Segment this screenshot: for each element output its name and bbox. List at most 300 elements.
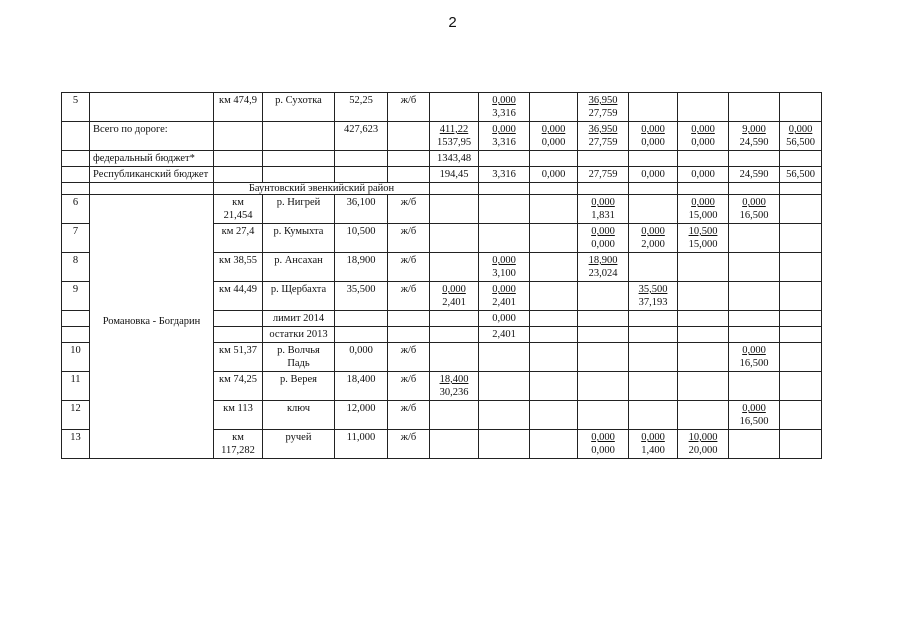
object-name: р. Верея xyxy=(263,372,335,401)
cell-c6 xyxy=(678,343,729,372)
value-planned xyxy=(632,373,674,386)
value-planned xyxy=(581,312,625,325)
cell-c8 xyxy=(780,430,822,459)
bridge-funding-table xyxy=(61,92,822,459)
object-name: р. Нигрей xyxy=(263,195,335,224)
value-actual: 16,500 xyxy=(739,358,769,369)
value-actual xyxy=(681,296,725,309)
cell-c1 xyxy=(430,93,479,122)
cell-c7 xyxy=(729,122,780,151)
cell-c6 xyxy=(678,401,729,430)
object-name: ручей xyxy=(263,430,335,459)
object-name: р. Ансахан xyxy=(263,253,335,282)
cell-c5 xyxy=(629,224,678,253)
row-number: 9 xyxy=(62,282,90,311)
value-actual xyxy=(632,386,674,399)
cell-c3 xyxy=(530,253,578,282)
cell-c5 xyxy=(629,282,678,311)
cell-c8 xyxy=(780,372,822,401)
value-planned: 0,000 xyxy=(591,432,615,443)
value-planned xyxy=(433,225,475,238)
value-planned xyxy=(433,344,475,357)
value-actual xyxy=(632,267,674,280)
value-planned xyxy=(783,152,818,165)
cell-c2 xyxy=(479,311,530,327)
table-row xyxy=(62,195,822,224)
km-marker xyxy=(214,122,263,151)
value-actual xyxy=(581,386,625,399)
blank-cell xyxy=(678,183,729,195)
value-actual: 1,400 xyxy=(641,445,665,456)
table-row xyxy=(62,167,822,183)
value-planned xyxy=(533,312,574,325)
value-planned xyxy=(433,402,475,415)
value-planned xyxy=(632,94,674,107)
value-planned: 56,500 xyxy=(786,169,815,180)
cell-c6 xyxy=(678,93,729,122)
cell-c6 xyxy=(678,151,729,167)
blank-cell xyxy=(629,183,678,195)
value-planned xyxy=(581,152,625,165)
bridge-type xyxy=(388,327,430,343)
value-planned: 24,590 xyxy=(739,169,769,180)
cell-c5 xyxy=(629,253,678,282)
cell-c2 xyxy=(479,93,530,122)
cell-c6 xyxy=(678,430,729,459)
value-planned xyxy=(783,283,818,296)
km-marker xyxy=(214,167,263,183)
value-planned: 0,000 xyxy=(541,169,566,180)
value-planned xyxy=(482,152,526,165)
value-planned: 10,500 xyxy=(688,226,718,237)
value-planned xyxy=(681,344,725,357)
cell-c6 xyxy=(678,167,729,183)
km-marker: км 27,4 xyxy=(214,224,263,253)
blank-cell xyxy=(530,183,578,195)
value-planned xyxy=(681,94,725,107)
cell-c3 xyxy=(530,224,578,253)
value-planned: 35,500 xyxy=(638,284,668,295)
row-number: 6 xyxy=(62,195,90,224)
bridge-length: 427,623 xyxy=(335,122,388,151)
row-number xyxy=(62,151,90,167)
cell-c1 xyxy=(430,282,479,311)
value-actual xyxy=(681,386,725,399)
cell-c4 xyxy=(578,282,629,311)
value-actual: 0,000 xyxy=(591,239,615,250)
value-planned: 411,22 xyxy=(439,124,469,135)
bridge-length xyxy=(335,327,388,343)
value-planned xyxy=(681,254,725,267)
km-marker: км 21,454 xyxy=(214,195,263,224)
km-marker xyxy=(214,327,263,343)
value-planned xyxy=(581,328,625,341)
value-actual xyxy=(433,357,475,370)
cell-c8 xyxy=(780,343,822,372)
value-planned xyxy=(533,196,574,209)
cell-c8 xyxy=(780,195,822,224)
cell-c3 xyxy=(530,282,578,311)
table-row xyxy=(62,122,822,151)
value-planned xyxy=(632,312,674,325)
cell-c7 xyxy=(729,253,780,282)
cell-c8 xyxy=(780,93,822,122)
value-planned: 2,401 xyxy=(492,329,516,340)
bridge-type: ж/б xyxy=(388,93,430,122)
blank-cell xyxy=(479,183,530,195)
bridge-type: ж/б xyxy=(388,372,430,401)
value-actual xyxy=(533,107,574,120)
cell-c7 xyxy=(729,167,780,183)
cell-c7 xyxy=(729,372,780,401)
bridge-length: 10,500 xyxy=(335,224,388,253)
cell-c1 xyxy=(430,401,479,430)
value-planned xyxy=(783,328,818,341)
value-actual xyxy=(681,107,725,120)
cell-c7 xyxy=(729,430,780,459)
value-actual: 15,000 xyxy=(688,239,718,250)
value-planned xyxy=(783,312,818,325)
cell-c1 xyxy=(430,195,479,224)
value-actual xyxy=(632,209,674,222)
value-actual xyxy=(482,209,526,222)
cell-c7 xyxy=(729,224,780,253)
cell-c2 xyxy=(479,343,530,372)
value-actual: 1,831 xyxy=(591,210,615,221)
cell-c5 xyxy=(629,430,678,459)
value-planned xyxy=(433,196,475,209)
cell-c4 xyxy=(578,401,629,430)
row-number xyxy=(62,167,90,183)
cell-c2 xyxy=(479,282,530,311)
blank-cell xyxy=(430,183,479,195)
cell-c8 xyxy=(780,122,822,151)
value-planned: 0,000 xyxy=(442,284,466,295)
bridge-type xyxy=(388,151,430,167)
value-planned xyxy=(783,225,818,238)
cell-c3 xyxy=(530,401,578,430)
value-actual xyxy=(632,107,674,120)
value-actual: 3,316 xyxy=(492,137,516,148)
cell-c7 xyxy=(729,151,780,167)
value-planned xyxy=(533,344,574,357)
row-number xyxy=(62,327,90,343)
cell-c3 xyxy=(530,430,578,459)
table-row xyxy=(62,151,822,167)
value-actual: 16,500 xyxy=(739,210,769,221)
km-marker: км 117,282 xyxy=(214,430,263,459)
value-actual: 23,024 xyxy=(588,268,618,279)
cell-c4 xyxy=(578,122,629,151)
row-number: 12 xyxy=(62,401,90,430)
cell-c8 xyxy=(780,401,822,430)
row-number: 5 xyxy=(62,93,90,122)
cell-c5 xyxy=(629,167,678,183)
value-actual xyxy=(783,209,818,222)
value-planned: 0,000 xyxy=(591,226,615,237)
value-planned xyxy=(783,431,818,444)
value-planned xyxy=(732,328,776,341)
blank-cell xyxy=(780,183,822,195)
value-planned xyxy=(681,373,725,386)
km-marker: км 51,37 xyxy=(214,343,263,372)
value-actual xyxy=(433,415,475,428)
blank-cell xyxy=(729,183,780,195)
value-actual xyxy=(632,415,674,428)
row-number: 11 xyxy=(62,372,90,401)
cell-c4 xyxy=(578,343,629,372)
value-actual: 20,000 xyxy=(688,445,718,456)
value-planned xyxy=(681,312,725,325)
cell-c6 xyxy=(678,372,729,401)
value-actual xyxy=(482,238,526,251)
value-actual xyxy=(632,357,674,370)
cell-c3 xyxy=(530,122,578,151)
cell-c8 xyxy=(780,311,822,327)
value-planned: 0,000 xyxy=(641,124,665,135)
cell-c1 xyxy=(430,167,479,183)
value-actual: 2,401 xyxy=(442,297,466,308)
road-name: Всего по дороге: xyxy=(90,122,214,151)
cell-c6 xyxy=(678,224,729,253)
value-planned xyxy=(732,225,776,238)
cell-c5 xyxy=(629,311,678,327)
value-planned xyxy=(632,402,674,415)
value-actual xyxy=(433,267,475,280)
value-actual xyxy=(681,357,725,370)
cell-c1 xyxy=(430,224,479,253)
row-number xyxy=(62,311,90,327)
value-planned: 10,000 xyxy=(688,432,718,443)
row-number: 7 xyxy=(62,224,90,253)
value-actual: 37,193 xyxy=(638,297,668,308)
value-actual: 0,000 xyxy=(641,137,665,148)
value-planned xyxy=(533,254,574,267)
cell-c8 xyxy=(780,282,822,311)
value-actual xyxy=(681,267,725,280)
value-planned xyxy=(533,373,574,386)
value-actual: 2,000 xyxy=(641,239,665,250)
road-name: Республиканский бюджет xyxy=(90,167,214,183)
km-marker: км 74,25 xyxy=(214,372,263,401)
km-marker: км 44,49 xyxy=(214,282,263,311)
value-planned: 0,000 xyxy=(742,197,766,208)
value-actual xyxy=(533,444,574,457)
value-planned: 0,000 xyxy=(641,432,665,443)
value-actual xyxy=(681,415,725,428)
value-planned xyxy=(482,402,526,415)
value-actual: 2,401 xyxy=(492,297,516,308)
cell-c3 xyxy=(530,327,578,343)
cell-c2 xyxy=(479,151,530,167)
cell-c8 xyxy=(780,327,822,343)
value-planned xyxy=(433,94,475,107)
value-planned xyxy=(533,283,574,296)
value-planned: 0,000 xyxy=(788,124,813,135)
value-actual xyxy=(433,209,475,222)
value-planned xyxy=(783,344,818,357)
value-planned xyxy=(681,152,725,165)
cell-c6 xyxy=(678,122,729,151)
value-actual xyxy=(482,415,526,428)
cell-c6 xyxy=(678,311,729,327)
value-actual: 1537,95 xyxy=(436,137,472,148)
cell-c3 xyxy=(530,372,578,401)
km-marker: км 38,55 xyxy=(214,253,263,282)
cell-c4 xyxy=(578,327,629,343)
value-actual xyxy=(533,415,574,428)
table-row xyxy=(62,93,822,122)
cell-c7 xyxy=(729,401,780,430)
bridge-length: 11,000 xyxy=(335,430,388,459)
value-planned: 0,000 xyxy=(742,403,766,414)
value-planned xyxy=(632,152,674,165)
cell-c1 xyxy=(430,122,479,151)
value-actual xyxy=(581,357,625,370)
blank-cell xyxy=(62,183,90,195)
bridge-type: ж/б xyxy=(388,430,430,459)
value-planned xyxy=(783,373,818,386)
value-actual: 15,000 xyxy=(688,210,718,221)
bridge-type: ж/б xyxy=(388,282,430,311)
cell-c6 xyxy=(678,253,729,282)
object-name xyxy=(263,167,335,183)
cell-c4 xyxy=(578,311,629,327)
blank-cell xyxy=(578,183,629,195)
value-planned xyxy=(482,373,526,386)
bridge-type xyxy=(388,122,430,151)
road-name xyxy=(90,93,214,122)
value-actual xyxy=(482,386,526,399)
value-planned xyxy=(681,402,725,415)
value-actual xyxy=(482,444,526,457)
object-name: р. Щербахта xyxy=(263,282,335,311)
value-planned: 36,950 xyxy=(588,95,618,106)
cell-c4 xyxy=(578,167,629,183)
value-actual xyxy=(783,357,818,370)
cell-c5 xyxy=(629,151,678,167)
bridge-length: 12,000 xyxy=(335,401,388,430)
cell-c6 xyxy=(678,282,729,311)
cell-c5 xyxy=(629,122,678,151)
cell-c2 xyxy=(479,327,530,343)
cell-c4 xyxy=(578,151,629,167)
object-name: лимит 2014 xyxy=(263,311,335,327)
value-actual xyxy=(533,267,574,280)
value-planned xyxy=(533,225,574,238)
bridge-length xyxy=(335,167,388,183)
value-actual xyxy=(581,415,625,428)
cell-c2 xyxy=(479,372,530,401)
cell-c7 xyxy=(729,343,780,372)
value-planned: 18,900 xyxy=(588,255,618,266)
value-actual: 30,236 xyxy=(439,387,469,398)
value-actual xyxy=(433,238,475,251)
cell-c7 xyxy=(729,195,780,224)
cell-c3 xyxy=(530,93,578,122)
cell-c1 xyxy=(430,311,479,327)
cell-c2 xyxy=(479,430,530,459)
cell-c3 xyxy=(530,195,578,224)
cell-c3 xyxy=(530,343,578,372)
object-name: р. Волчья Падь xyxy=(263,343,335,372)
value-planned xyxy=(732,283,776,296)
value-actual: 0,000 xyxy=(691,137,715,148)
value-planned xyxy=(533,402,574,415)
value-planned: 0,000 xyxy=(641,169,665,180)
value-planned xyxy=(732,312,776,325)
value-planned xyxy=(681,328,725,341)
value-actual xyxy=(533,238,574,251)
value-actual xyxy=(732,107,776,120)
bridge-type: ж/б xyxy=(388,401,430,430)
road-name: Романовка - Богдарин xyxy=(90,195,214,459)
cell-c2 xyxy=(479,195,530,224)
cell-c3 xyxy=(530,151,578,167)
object-name: остатки 2013 xyxy=(263,327,335,343)
value-actual xyxy=(783,415,818,428)
bridge-type: ж/б xyxy=(388,224,430,253)
value-actual: 3,100 xyxy=(492,268,516,279)
cell-c2 xyxy=(479,401,530,430)
value-planned: 9,000 xyxy=(742,124,766,135)
cell-c7 xyxy=(729,282,780,311)
blank-cell xyxy=(90,183,214,195)
row-number: 13 xyxy=(62,430,90,459)
cell-c5 xyxy=(629,372,678,401)
value-actual xyxy=(783,267,818,280)
value-actual xyxy=(533,386,574,399)
cell-c7 xyxy=(729,311,780,327)
value-planned: 36,950 xyxy=(588,124,618,135)
bridge-length: 18,900 xyxy=(335,253,388,282)
value-planned xyxy=(732,94,776,107)
cell-c8 xyxy=(780,253,822,282)
value-actual xyxy=(783,107,818,120)
district-header-row xyxy=(62,183,822,195)
cell-c2 xyxy=(479,253,530,282)
value-planned xyxy=(581,283,625,296)
object-name: р. Кумыхта xyxy=(263,224,335,253)
value-planned: 1343,48 xyxy=(436,153,472,164)
cell-c1 xyxy=(430,372,479,401)
value-planned xyxy=(581,373,625,386)
value-actual xyxy=(732,444,776,457)
km-marker: км 113 xyxy=(214,401,263,430)
value-actual xyxy=(482,357,526,370)
value-actual xyxy=(732,386,776,399)
value-actual xyxy=(533,357,574,370)
district-name: Баунтовский эвенкийский район xyxy=(214,183,430,195)
value-planned xyxy=(632,344,674,357)
object-name xyxy=(263,122,335,151)
value-actual: 3,316 xyxy=(492,108,516,119)
bridge-length xyxy=(335,311,388,327)
value-planned: 3,316 xyxy=(492,169,516,180)
bridge-length: 36,100 xyxy=(335,195,388,224)
value-planned: 0,000 xyxy=(492,313,516,324)
value-planned xyxy=(581,344,625,357)
value-planned: 194,45 xyxy=(439,169,469,180)
cell-c8 xyxy=(780,224,822,253)
value-planned xyxy=(732,152,776,165)
value-actual xyxy=(783,238,818,251)
cell-c3 xyxy=(530,311,578,327)
cell-c4 xyxy=(578,430,629,459)
value-planned xyxy=(533,328,574,341)
value-actual xyxy=(433,444,475,457)
value-actual: 24,590 xyxy=(739,137,769,148)
